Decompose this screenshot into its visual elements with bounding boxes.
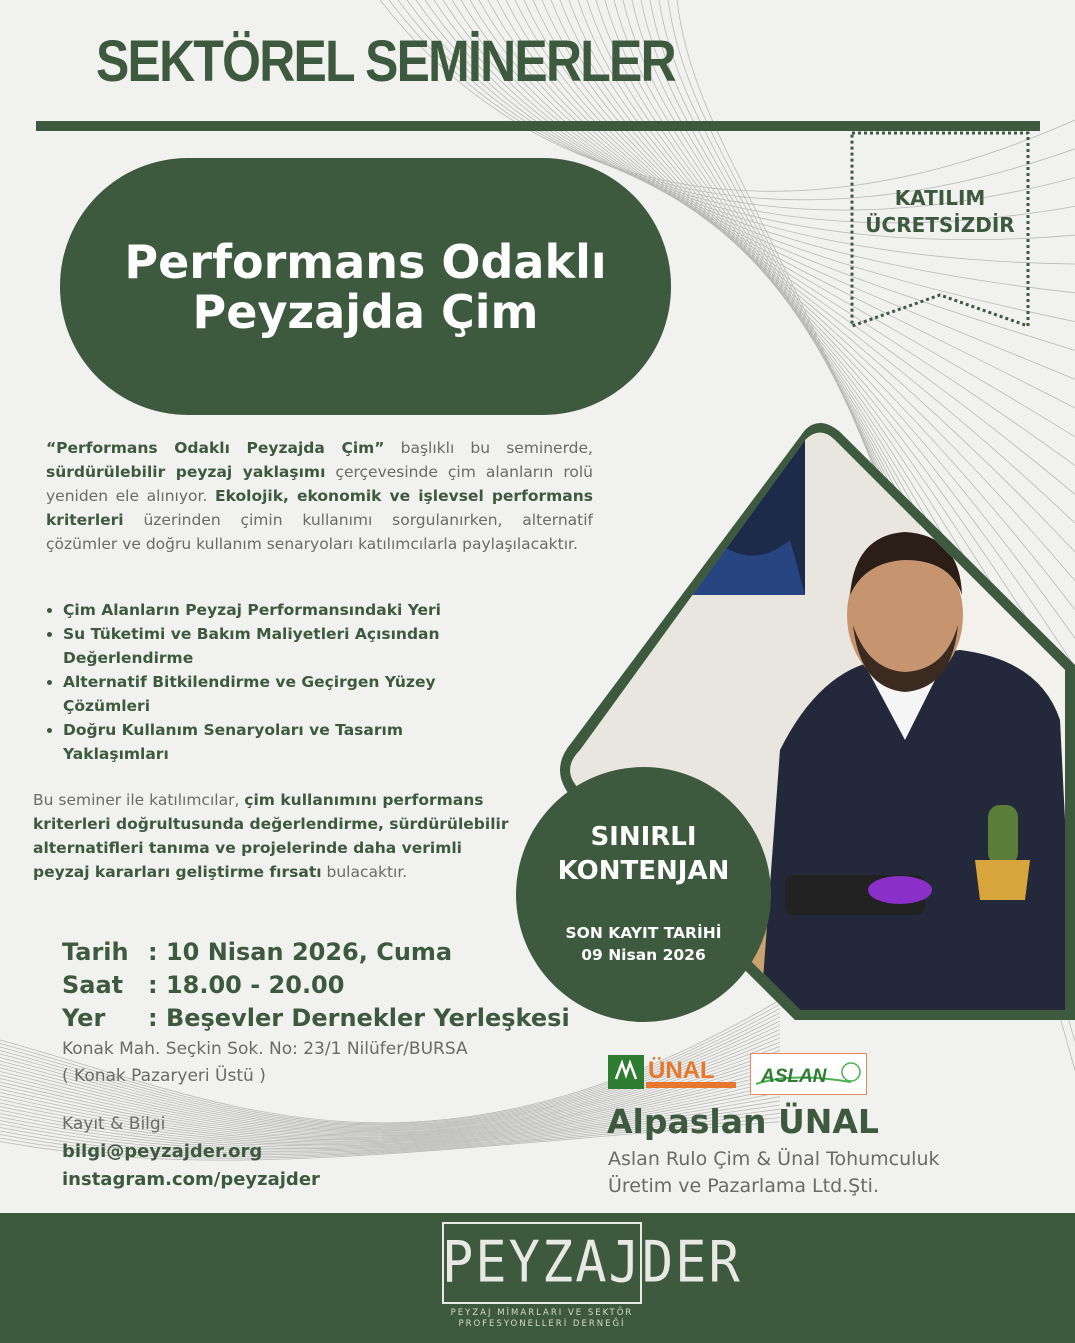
footer-subtitle-line2: PROFESYONELLERİ DERNEĞİ xyxy=(458,1319,626,1329)
address-line1: Konak Mah. Seçkin Sok. No: 23/1 Nilüfer/BURSA xyxy=(62,1039,468,1059)
limited-capacity-badge xyxy=(516,767,771,1022)
intro-text-1: başlıklı bu seminerde, xyxy=(384,439,593,457)
limited-capacity-title xyxy=(516,820,771,888)
speaker-name: Alpaslan ÜNAL xyxy=(607,1102,879,1141)
closing-text-2: bulacaktır. xyxy=(321,863,408,881)
speaker-org-line1: Aslan Rulo Çim & Ünal Tohumculuk xyxy=(608,1148,940,1170)
speaker-organization xyxy=(608,1146,940,1200)
intro-paragraph xyxy=(46,436,593,556)
intro-text-2: çerçevesinde çim alanların rolü yeniden ele alınıyor. xyxy=(46,463,593,505)
deadline-label: SON KAYIT TARİHİ xyxy=(565,924,722,942)
topic-item: Su Tüketimi ve Bakım Maliyetleri Açısından Değerlendirme xyxy=(46,622,506,670)
intro-bold-1: “Performans Odaklı Peyzajda Çim” xyxy=(46,439,385,457)
free-badge xyxy=(852,185,1028,239)
event-details xyxy=(62,936,570,1035)
event-address xyxy=(62,1036,468,1090)
unal-logo xyxy=(608,1053,736,1091)
seminar-title-line1: Performans Odaklı xyxy=(124,234,607,289)
topic-item: Çim Alanların Peyzaj Performansındaki Yeri xyxy=(46,598,506,622)
footer-subtitle xyxy=(400,1308,684,1330)
limited-capacity-line1: SINIRLI xyxy=(590,822,697,852)
topic-list xyxy=(46,598,506,766)
place-label: Yer xyxy=(62,1004,106,1032)
contact-info xyxy=(62,1110,320,1194)
peyzajder-logo: PEYZAJDER xyxy=(442,1230,742,1296)
contact-email[interactable]: bilgi@peyzajder.org xyxy=(62,1141,263,1162)
page-title: SEKTÖREL SEMİNERLER xyxy=(96,29,675,94)
intro-bold-2: sürdürülebilir peyzaj yaklaşımı xyxy=(46,463,326,481)
speaker-org-line2: Üretim ve Pazarlama Ltd.Şti. xyxy=(608,1175,879,1197)
place-value: : Beşevler Dernekler Yerleşkesi xyxy=(148,1004,570,1032)
unal-logo-text: ÜNAL xyxy=(648,1057,715,1084)
date-label: Tarih xyxy=(62,938,129,966)
seminar-title-line2: Peyzajda Çim xyxy=(192,284,539,339)
contact-instagram[interactable]: instagram.com/peyzajder xyxy=(62,1169,320,1190)
date-value: : 10 Nisan 2026, Cuma xyxy=(148,938,453,966)
closing-text-1: Bu seminer ile katılımcılar, xyxy=(33,791,245,809)
aslan-logo xyxy=(750,1053,867,1095)
limited-capacity-line2: KONTENJAN xyxy=(557,856,730,886)
registration-deadline xyxy=(516,922,771,966)
contact-label: Kayıt & Bilgi xyxy=(62,1114,166,1134)
intro-bold-3: Ekolojik, ekonomik ve işlevsel performans kriterleri xyxy=(46,487,593,529)
time-value: : 18.00 - 20.00 xyxy=(148,971,345,999)
closing-paragraph xyxy=(33,788,523,884)
intro-text-3: üzerinden çimin kullanımı sorgulanırken, alternatif çözümler ve doğru kullanım senaryoları katılımcılarla paylaşılacaktır. xyxy=(46,511,593,553)
time-label: Saat xyxy=(62,971,124,999)
free-badge-line2: ÜCRETSİZDİR xyxy=(865,213,1015,237)
deadline-date: 09 Nisan 2026 xyxy=(581,946,706,964)
header-divider xyxy=(36,121,1040,131)
address-line2: ( Konak Pazaryeri Üstü ) xyxy=(62,1066,266,1086)
footer-subtitle-line1: PEYZAJ MİMARLARI VE SEKTÖR xyxy=(450,1308,634,1318)
free-badge-line1: KATILIM xyxy=(894,186,986,210)
aslan-logo-text: ASLAN xyxy=(761,1066,827,1087)
topic-item: Alternatif Bitkilendirme ve Geçirgen Yüzey Çözümleri xyxy=(46,670,506,718)
topic-item: Doğru Kullanım Senaryoları ve Tasarım Yaklaşımları xyxy=(46,718,506,766)
seminar-title-banner xyxy=(60,158,671,415)
closing-bold: çim kullanımını performans kriterleri doğrultusunda değerlendirme, sürdürülebilir alternatifleri tanıma ve projelerinde daha verimli peyzaj kararları geliştirme fırsatı xyxy=(33,791,509,881)
